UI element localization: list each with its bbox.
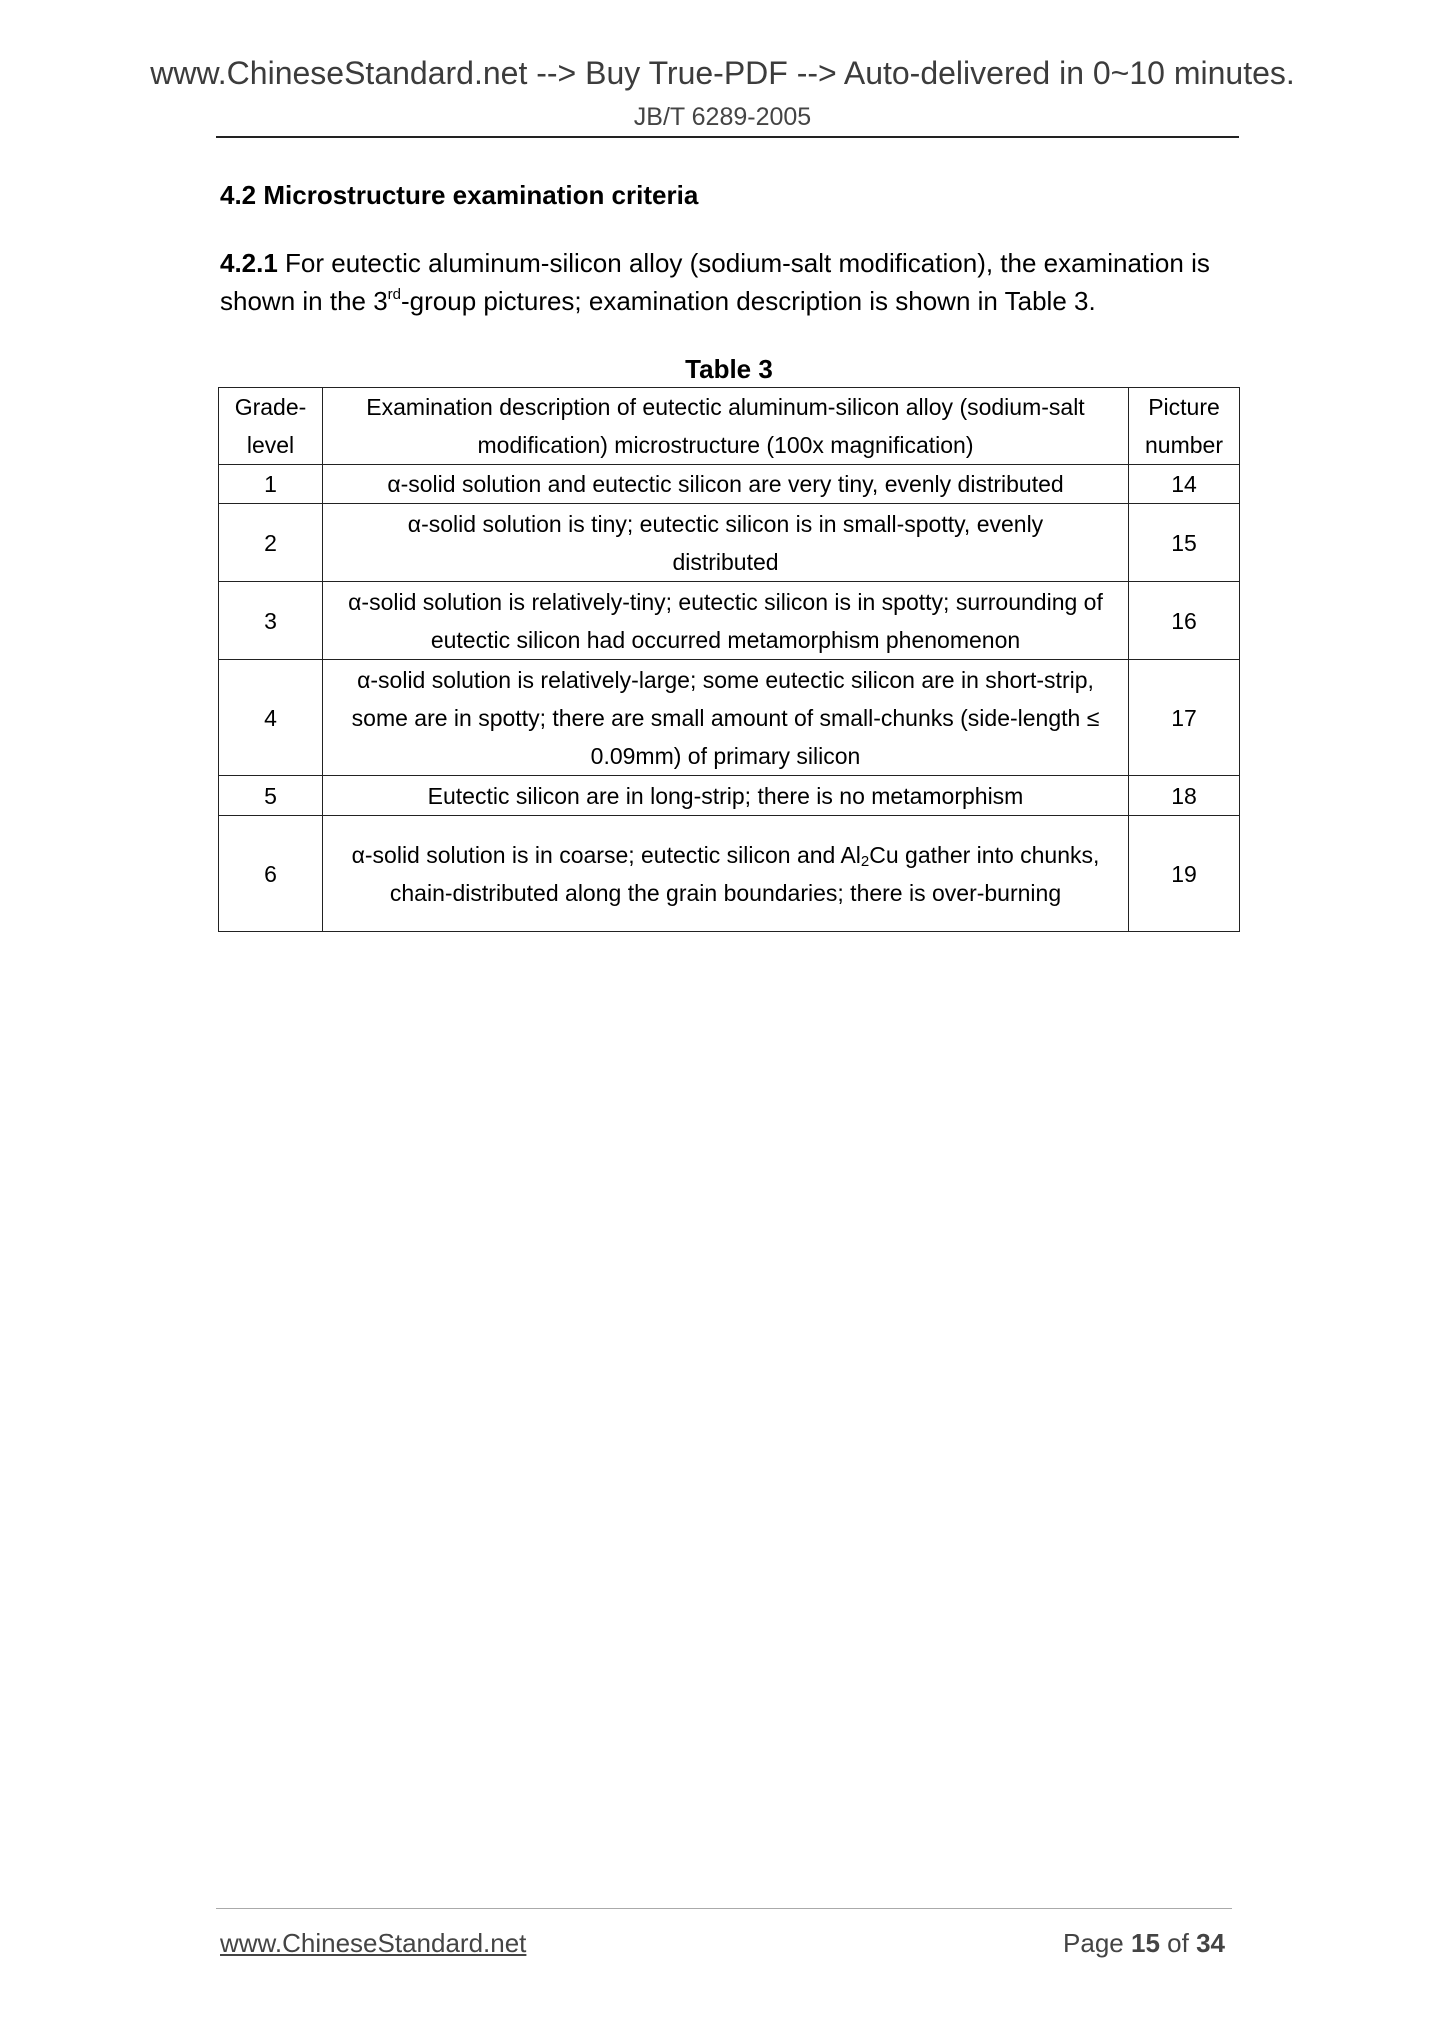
description-cell: α-solid solution is relatively-large; some eutectic silicon are in short-strip, some are in spotty; there are small amount of small-chunks (side-length ≤ 0.09mm) of primary silicon bbox=[323, 660, 1129, 776]
grade-cell: 3 bbox=[219, 582, 323, 660]
standard-number: JB/T 6289-2005 bbox=[633, 103, 812, 131]
footer-site-link[interactable]: www.ChineseStandard.net bbox=[220, 1928, 527, 1958]
header-divider bbox=[216, 136, 1239, 138]
grade-cell: 1 bbox=[219, 465, 323, 504]
paragraph-superscript: rd bbox=[387, 286, 402, 303]
clause-paragraph bbox=[220, 244, 1240, 320]
page-current: 15 bbox=[1131, 1928, 1160, 1958]
header-banner: www.ChineseStandard.net --> Buy True-PDF --> Auto-delivered in 0~10 minutes. bbox=[150, 55, 1295, 91]
section-title: 4.2 Microstructure examination criteria bbox=[220, 180, 699, 210]
page-label: Page bbox=[1063, 1928, 1124, 1958]
description-text-1: α-solid solution is in coarse; eutectic silicon and Al bbox=[351, 841, 861, 868]
description-cell: α-solid solution is relatively-tiny; eutectic silicon is in spotty; surrounding of eutectic silicon had occurred metamorphism phenomenon bbox=[323, 582, 1129, 660]
paragraph-text-2: -group pictures; examination description is shown in Table 3. bbox=[401, 286, 1096, 316]
header-grade-level: Grade-level bbox=[219, 388, 323, 465]
picture-cell: 17 bbox=[1129, 660, 1240, 776]
table-row bbox=[219, 776, 1240, 816]
table-row bbox=[219, 660, 1240, 776]
page-indicator bbox=[1063, 1928, 1225, 1959]
footer-divider bbox=[216, 1908, 1232, 1909]
page-total: 34 bbox=[1196, 1928, 1225, 1958]
picture-cell: 18 bbox=[1129, 776, 1240, 816]
grade-cell: 6 bbox=[219, 816, 323, 932]
table-header-row bbox=[219, 388, 1240, 465]
picture-cell: 19 bbox=[1129, 816, 1240, 932]
header-description: Examination description of eutectic aluminum-silicon alloy (sodium-salt modification) microstructure (100x magnification) bbox=[323, 388, 1129, 465]
description-cell: α-solid solution and eutectic silicon are very tiny, evenly distributed bbox=[323, 465, 1129, 504]
header-picture-number: Picture number bbox=[1129, 388, 1240, 465]
table-3 bbox=[218, 387, 1240, 932]
table-row bbox=[219, 816, 1240, 932]
page-of: of bbox=[1167, 1928, 1189, 1958]
description-cell: α-solid solution is tiny; eutectic silicon is in small-spotty, evenly distributed bbox=[323, 504, 1129, 582]
picture-cell: 14 bbox=[1129, 465, 1240, 504]
grade-cell: 4 bbox=[219, 660, 323, 776]
clause-number: 4.2.1 bbox=[220, 248, 278, 278]
grade-cell: 2 bbox=[219, 504, 323, 582]
description-cell bbox=[323, 816, 1129, 932]
table-row bbox=[219, 582, 1240, 660]
table-row bbox=[219, 465, 1240, 504]
description-cell: Eutectic silicon are in long-strip; there is no metamorphism bbox=[323, 776, 1129, 816]
grade-cell: 5 bbox=[219, 776, 323, 816]
table-row bbox=[219, 504, 1240, 582]
paragraph-text-1: For eutectic aluminum-silicon alloy (sodium-salt modification), the examination is shown in the 3 bbox=[220, 248, 1210, 316]
description-text-2: Cu gather into chunks, chain-distributed along the grain boundaries; there is over-burning bbox=[389, 841, 1100, 906]
description-subscript: 2 bbox=[860, 852, 870, 870]
picture-cell: 16 bbox=[1129, 582, 1240, 660]
table-caption: Table 3 bbox=[685, 354, 773, 384]
picture-cell: 15 bbox=[1129, 504, 1240, 582]
